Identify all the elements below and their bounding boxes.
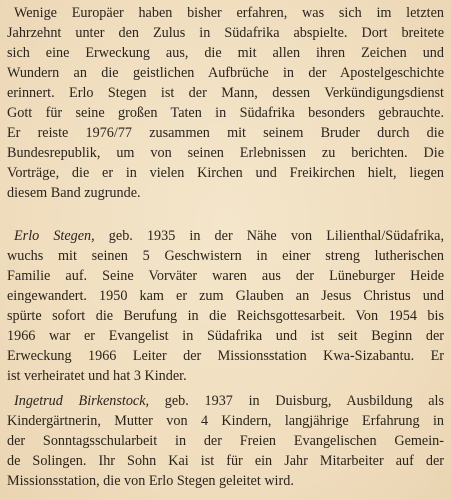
text-line: diesem Band zugrunde. [7, 185, 141, 201]
text-line: de Solingen. Ihr Sohn Kai ist für ein Jahr Mitarbeiter auf der [7, 453, 444, 469]
intro-paragraph [7, 3, 444, 203]
text-line: Kindergärtnerin, Mutter von 4 Kindern, langjährige Erfahrung in [7, 413, 444, 429]
text-line: Er reiste 1976/77 zusammen mit seinem Bruder durch die [7, 125, 444, 141]
text-line: Erweckung 1966 Leiter der Missionsstation Kwa-Sizabantu. Er [7, 348, 444, 364]
text-line: Bundesrepublik, um von seinen Erlebnissen zu berichten. Die [7, 145, 444, 161]
text-line: Familie auf. Seine Vorväter waren aus der Lüneburger Heide [7, 268, 444, 284]
bio-first-line-text: geb. 1935 in der Nähe von Lilienthal/Südafrika, [94, 228, 444, 244]
text-line: ist verheiratet und hat 3 Kinder. [7, 368, 187, 384]
bio-first-line [7, 391, 444, 411]
author-name: Ingetrud Birkenstock, [14, 393, 150, 409]
author-bio-stegen [7, 226, 444, 386]
text-line: der Sonntagsschularbeit in der Freien Evangelischen Gemein- [7, 433, 444, 449]
text-line: Wundern an die geistlichen Aufbrüche in der Apostelgeschichte [7, 65, 444, 81]
text-line: Jahrzehnt unter den Zulus in Südafrika abspielte. Dort breitete [7, 25, 444, 41]
text-line: sich eine Erweckung aus, die mit allen ihren Zeichen und [7, 45, 444, 61]
bio-first-line [7, 226, 444, 246]
author-name: Erlo Stegen, [14, 228, 95, 244]
text-line: Vorträge, die er in vielen Kirchen und Freikirchen hielt, liegen [7, 165, 444, 181]
text-line: Wenige Europäer haben bisher erfahren, was sich im letzten [14, 5, 444, 21]
text-line: spürte sofort die Berufung in die Reichsgottesarbeit. Von 1954 bis [7, 308, 444, 324]
text-line: eingewandert. 1950 kam er zum Glauben an Jesus Christus und [7, 288, 444, 304]
author-bio-birkenstock [7, 391, 444, 491]
text-line: erinnert. Erlo Stegen ist der Mann, dessen Verkündigungsdienst [7, 85, 444, 101]
bio-first-line-text: geb. 1937 in Duisburg, Ausbildung als [149, 393, 444, 409]
text-line: Missionsstation, die von Erlo Stegen geleitet wird. [7, 473, 294, 489]
text-line: 1966 war er Evangelist in Südafrika und ist seit Beginn der [7, 328, 444, 344]
text-line: Gott für seine großen Taten in Südafrika besonders gebrauchte. [7, 105, 444, 121]
text-line: wuchs mit seinen 5 Geschwistern in einer streng lutherischen [7, 248, 444, 264]
